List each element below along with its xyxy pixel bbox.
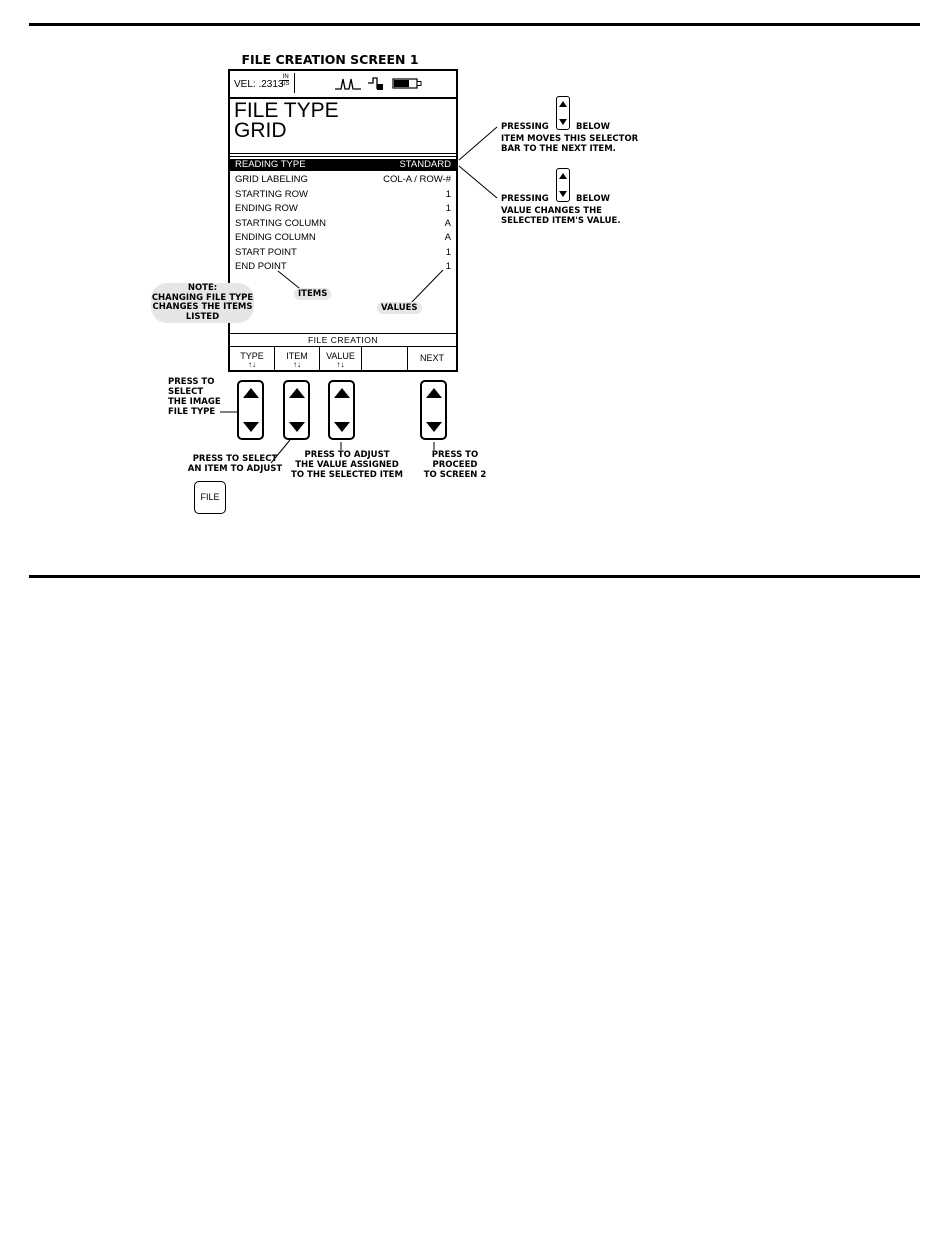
next-key[interactable] (420, 380, 447, 440)
selected-item-value: STANDARD (399, 159, 451, 170)
next-key-caption (412, 450, 498, 480)
arrow-up-icon (559, 101, 567, 107)
velocity-unit-top: IN (282, 74, 289, 80)
file-type-label: FILE TYPE (234, 99, 339, 122)
note-line: CHANGING FILE TYPE (151, 292, 254, 303)
caption-line: AN ITEM TO ADJUST (187, 464, 283, 474)
item-label: START POINT (235, 247, 297, 258)
value-key-description (501, 206, 621, 226)
item-value: A (444, 232, 451, 243)
arrow-down-icon (559, 191, 567, 197)
arrow-up-icon (334, 388, 350, 398)
item-value: 1 (445, 189, 451, 200)
caption-line: PROCEED (432, 460, 478, 470)
type-key-caption (168, 377, 221, 417)
screen-footer-title: FILE CREATION (230, 333, 456, 347)
note-callout (151, 283, 254, 323)
item-label: END POINT (235, 261, 287, 272)
caption-line: PRESS TO ADJUST (304, 450, 390, 460)
callout-line: ITEM MOVES THIS SELECTOR (501, 134, 639, 144)
small-item-key-icon (556, 96, 570, 130)
arrow-up-icon (426, 388, 442, 398)
caption-line: PRESS TO (431, 450, 479, 460)
arrow-down-icon (289, 422, 305, 432)
arrow-up-icon (289, 388, 305, 398)
softkey-label: ITEM (286, 351, 308, 361)
caption-line: THE VALUE ASSIGNED (295, 460, 399, 470)
item-key-below-label: BELOW (576, 122, 610, 132)
softkey-label: TYPE (240, 351, 264, 361)
item-key-description (501, 134, 638, 154)
items-pill: ITEMS (294, 288, 331, 300)
value-key-below-label: BELOW (576, 194, 610, 204)
caption-line: PRESS TO (168, 377, 215, 387)
value-key-caption (286, 450, 408, 480)
item-value: 1 (445, 247, 451, 258)
up-down-arrows-icon: ↑↓ (336, 360, 345, 369)
item-value: COL-A / ROW-# (383, 174, 451, 185)
item-label: GRID LABELING (235, 174, 308, 185)
softkey-label: NEXT (419, 353, 444, 363)
up-down-arrows-icon: ↑↓ (293, 360, 301, 369)
arrow-up-icon (243, 388, 259, 398)
note-line: CHANGES THE ITEMS (152, 302, 253, 312)
item-label: STARTING COLUMN (235, 218, 326, 229)
small-value-key-icon (556, 168, 570, 202)
value-key[interactable] (328, 380, 355, 440)
arrow-down-icon (243, 422, 259, 432)
arrow-down-icon (559, 119, 567, 125)
caption-line: FILE TYPE (168, 407, 216, 417)
figure-title: FILE CREATION SCREEN 1 (241, 52, 419, 67)
arrow-down-icon (426, 422, 442, 432)
caption-line: THE IMAGE (168, 397, 221, 407)
item-key-caption (180, 454, 290, 474)
value-key-pressing-label: PRESSING (501, 194, 549, 204)
item-value: 1 (445, 203, 451, 214)
item-key-pressing-label: PRESSING (501, 122, 549, 132)
caption-line: TO SCREEN 2 (423, 470, 487, 480)
item-label: ENDING COLUMN (235, 232, 316, 243)
callout-line: BAR TO THE NEXT ITEM. (501, 144, 616, 154)
arrow-down-icon (334, 422, 350, 432)
item-value: 1 (445, 261, 451, 272)
caption-line: PRESS TO SELECT (192, 454, 278, 464)
item-key[interactable] (283, 380, 310, 440)
arrow-up-icon (559, 173, 567, 179)
callout-line: VALUE CHANGES THE (501, 206, 602, 216)
caption-line: TO THE SELECTED ITEM (291, 470, 403, 480)
velocity-readout: VEL: .2313 (234, 79, 284, 90)
note-line: NOTE: (187, 283, 218, 293)
item-value: A (444, 218, 451, 229)
callout-line: SELECTED ITEM'S VALUE. (501, 216, 621, 226)
item-label: STARTING ROW (235, 189, 309, 200)
softkey-label: VALUE (326, 351, 355, 361)
file-type-value: GRID (234, 119, 287, 142)
velocity-unit-bottom: µS (282, 81, 290, 87)
file-button[interactable]: FILE (194, 481, 226, 514)
selected-item-label: READING TYPE (235, 159, 306, 170)
type-key[interactable] (237, 380, 264, 440)
item-label: ENDING ROW (235, 203, 298, 214)
caption-line: SELECT (168, 387, 204, 397)
up-down-arrows-icon: ↑↓ (248, 360, 256, 369)
values-pill: VALUES (377, 302, 422, 314)
note-line: LISTED (185, 311, 220, 322)
